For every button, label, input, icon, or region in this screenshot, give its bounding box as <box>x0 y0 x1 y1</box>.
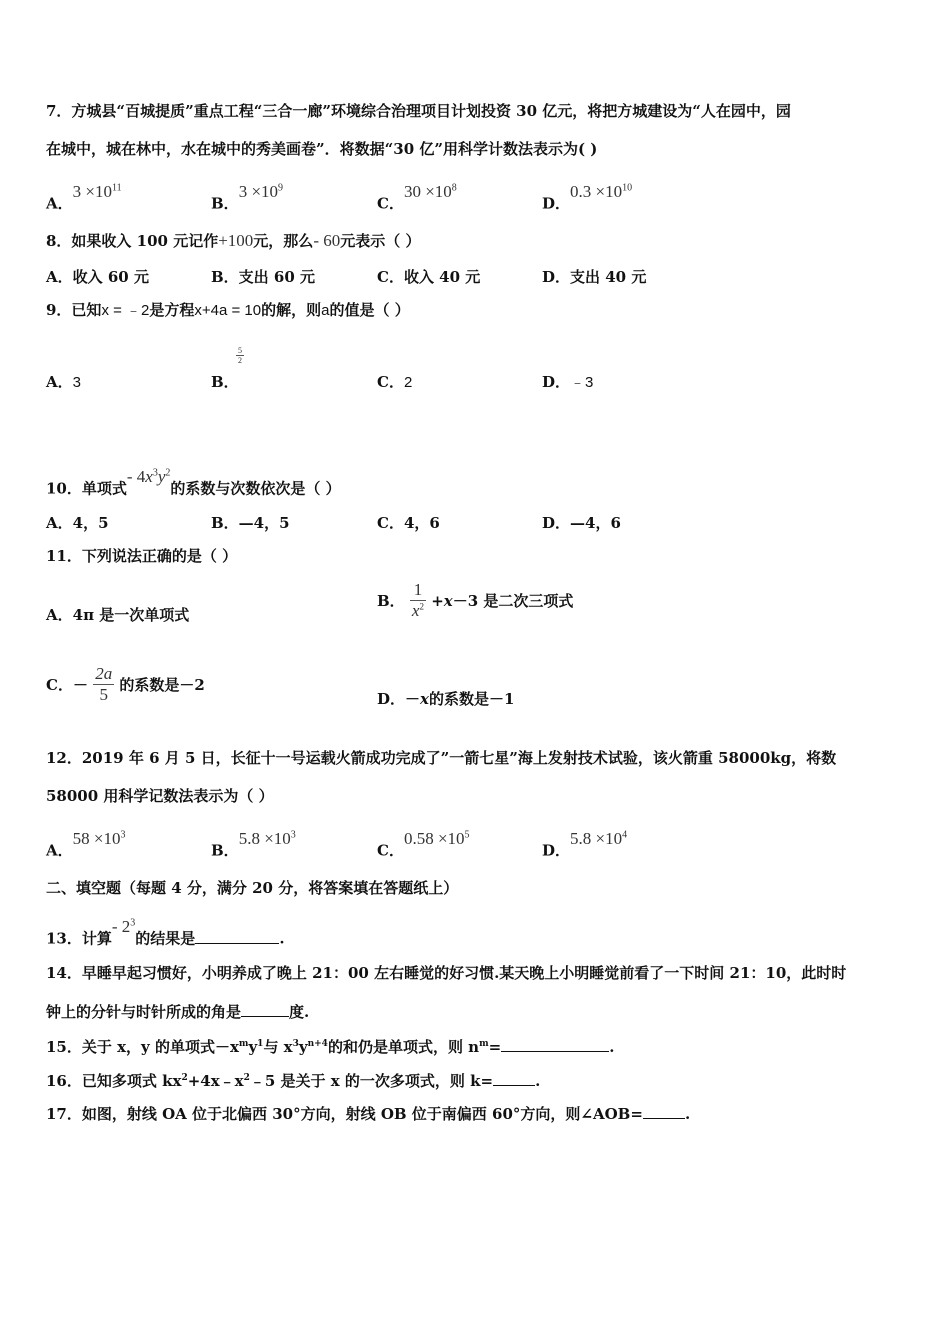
q13-stem: 13．计算- $2^3$的结果是 . <box>46 916 285 948</box>
q10-option-c: C．4，6 <box>377 514 440 532</box>
q15-stem: 15．关于 x，y 的单项式$-x^my^1$与 $x^3y^{n+4}$的和仍是单项式，则 $n^m=$ . <box>46 1034 614 1057</box>
q8-option-c: C．收入 40 元 <box>377 268 481 286</box>
q7-option-d: D．$0.3 \times 10^{10}$ <box>542 181 633 213</box>
q14-stem-line2: 钟上的分针与时针所成的角是 度. <box>46 1000 309 1022</box>
q16-answer-blank[interactable] <box>493 1069 535 1086</box>
q11-option-d: D．－x的系数是－1 <box>377 690 515 708</box>
q11-option-b: B． $\frac{1}{x^2}$ +x－3 是二次三项式 <box>377 580 574 620</box>
q17-stem: 17．如图，射线 OA 位于北偏西 30°方向，射线 OB 位于南偏西 60°方向，则∠AOB= . <box>46 1102 690 1124</box>
q10-option-b: B．—4，5 <box>211 514 290 532</box>
q11-option-b-fraction: $\frac{1}{x^2}$ <box>411 580 424 620</box>
q11-option-c: C．－ $\frac{2a}{5}$ 的系数是－2 <box>46 664 205 704</box>
q7-option-a: A．$3 \times 10^{11}$ <box>46 181 122 213</box>
q14-answer-blank[interactable] <box>241 1000 289 1017</box>
q8-option-b: B．支出 60 元 <box>211 268 315 286</box>
q8-stem: 8．如果收入 100 元记作+100元，那么- 60元表示（ ） <box>46 231 421 250</box>
q11-option-c-fraction: $\frac{2a}{5}$ <box>95 664 113 704</box>
q11-option-a: A．4π 是一次单项式 <box>46 606 190 624</box>
q13-answer-blank[interactable] <box>195 927 279 944</box>
section-2-heading: 二、填空题（每题 4 分，满分 20 分，将答案填在答题纸上） <box>46 879 459 897</box>
q17-answer-blank[interactable] <box>643 1102 685 1119</box>
q15-answer-blank[interactable] <box>501 1035 609 1052</box>
q12-option-d: D．$5.8 \times 10^4$ <box>542 828 628 860</box>
q8-option-d: D．支出 40 元 <box>542 268 647 286</box>
q12-stem-line2: 58000 用科学记数法表示为（ ） <box>46 787 274 805</box>
q9-stem: 9．已知x = ﹣2是方程x+4a = 10的解，则a的值是（ ） <box>46 301 410 319</box>
q12-stem-line1: 12．2019 年 6 月 5 日，长征十一号运载火箭成功完成了”一箭七星”海上发射技术试验，该火箭重 58000kg，将数 <box>46 749 837 767</box>
q12-option-a: A．$58 \times 10^3$ <box>46 828 126 860</box>
q14-stem-line1: 14．早睡早起习惯好，小明养成了晚上 21：00 左右睡觉的好习惯.某天晚上小明睡觉前看了一下时间 21：10，此时时 <box>46 964 847 982</box>
q8-option-a: A．收入 60 元 <box>46 268 149 286</box>
q7-option-b: B．$3 \times 10^9$ <box>211 181 284 213</box>
q9-option-b-fraction: $\frac{5}{2}$ <box>238 346 242 365</box>
q10-stem: 10．单项式- $4x^3y^2$的系数与次数依次是（ ） <box>46 466 341 498</box>
q11-stem: 11．下列说法正确的是（ ） <box>46 547 238 565</box>
q12-option-c: C．$0.58 \times 10^5$ <box>377 828 470 860</box>
q10-option-a: A．4，5 <box>46 514 109 532</box>
q16-stem: 16．已知多项式 $kx^2+4x﹣x^2﹣5$ 是关于 x 的一次多项式，则 k= . <box>46 1068 540 1091</box>
q9-option-a: A．3 <box>46 373 81 391</box>
q7-stem-line2: 在城中，城在林中，水在城中的秀美画卷”．将数据“30 亿”用科学计数法表示为( ) <box>46 140 598 158</box>
q12-option-b: B．$5.8 \times 10^3$ <box>211 828 296 860</box>
q7-stem-line1: 7．方城县“百城提质”重点工程“三合一廊”环境综合治理项目计划投资 30 亿元，将把方城建设为“人在园中，园 <box>46 102 791 120</box>
q9-option-d: D．﹣3 <box>542 373 594 391</box>
q7-option-c: C．$30 \times 10^8$ <box>377 181 457 213</box>
q9-option-b: B． <box>211 373 239 391</box>
q10-option-d: D．—4，6 <box>542 514 621 532</box>
q9-option-c: C．2 <box>377 373 413 391</box>
